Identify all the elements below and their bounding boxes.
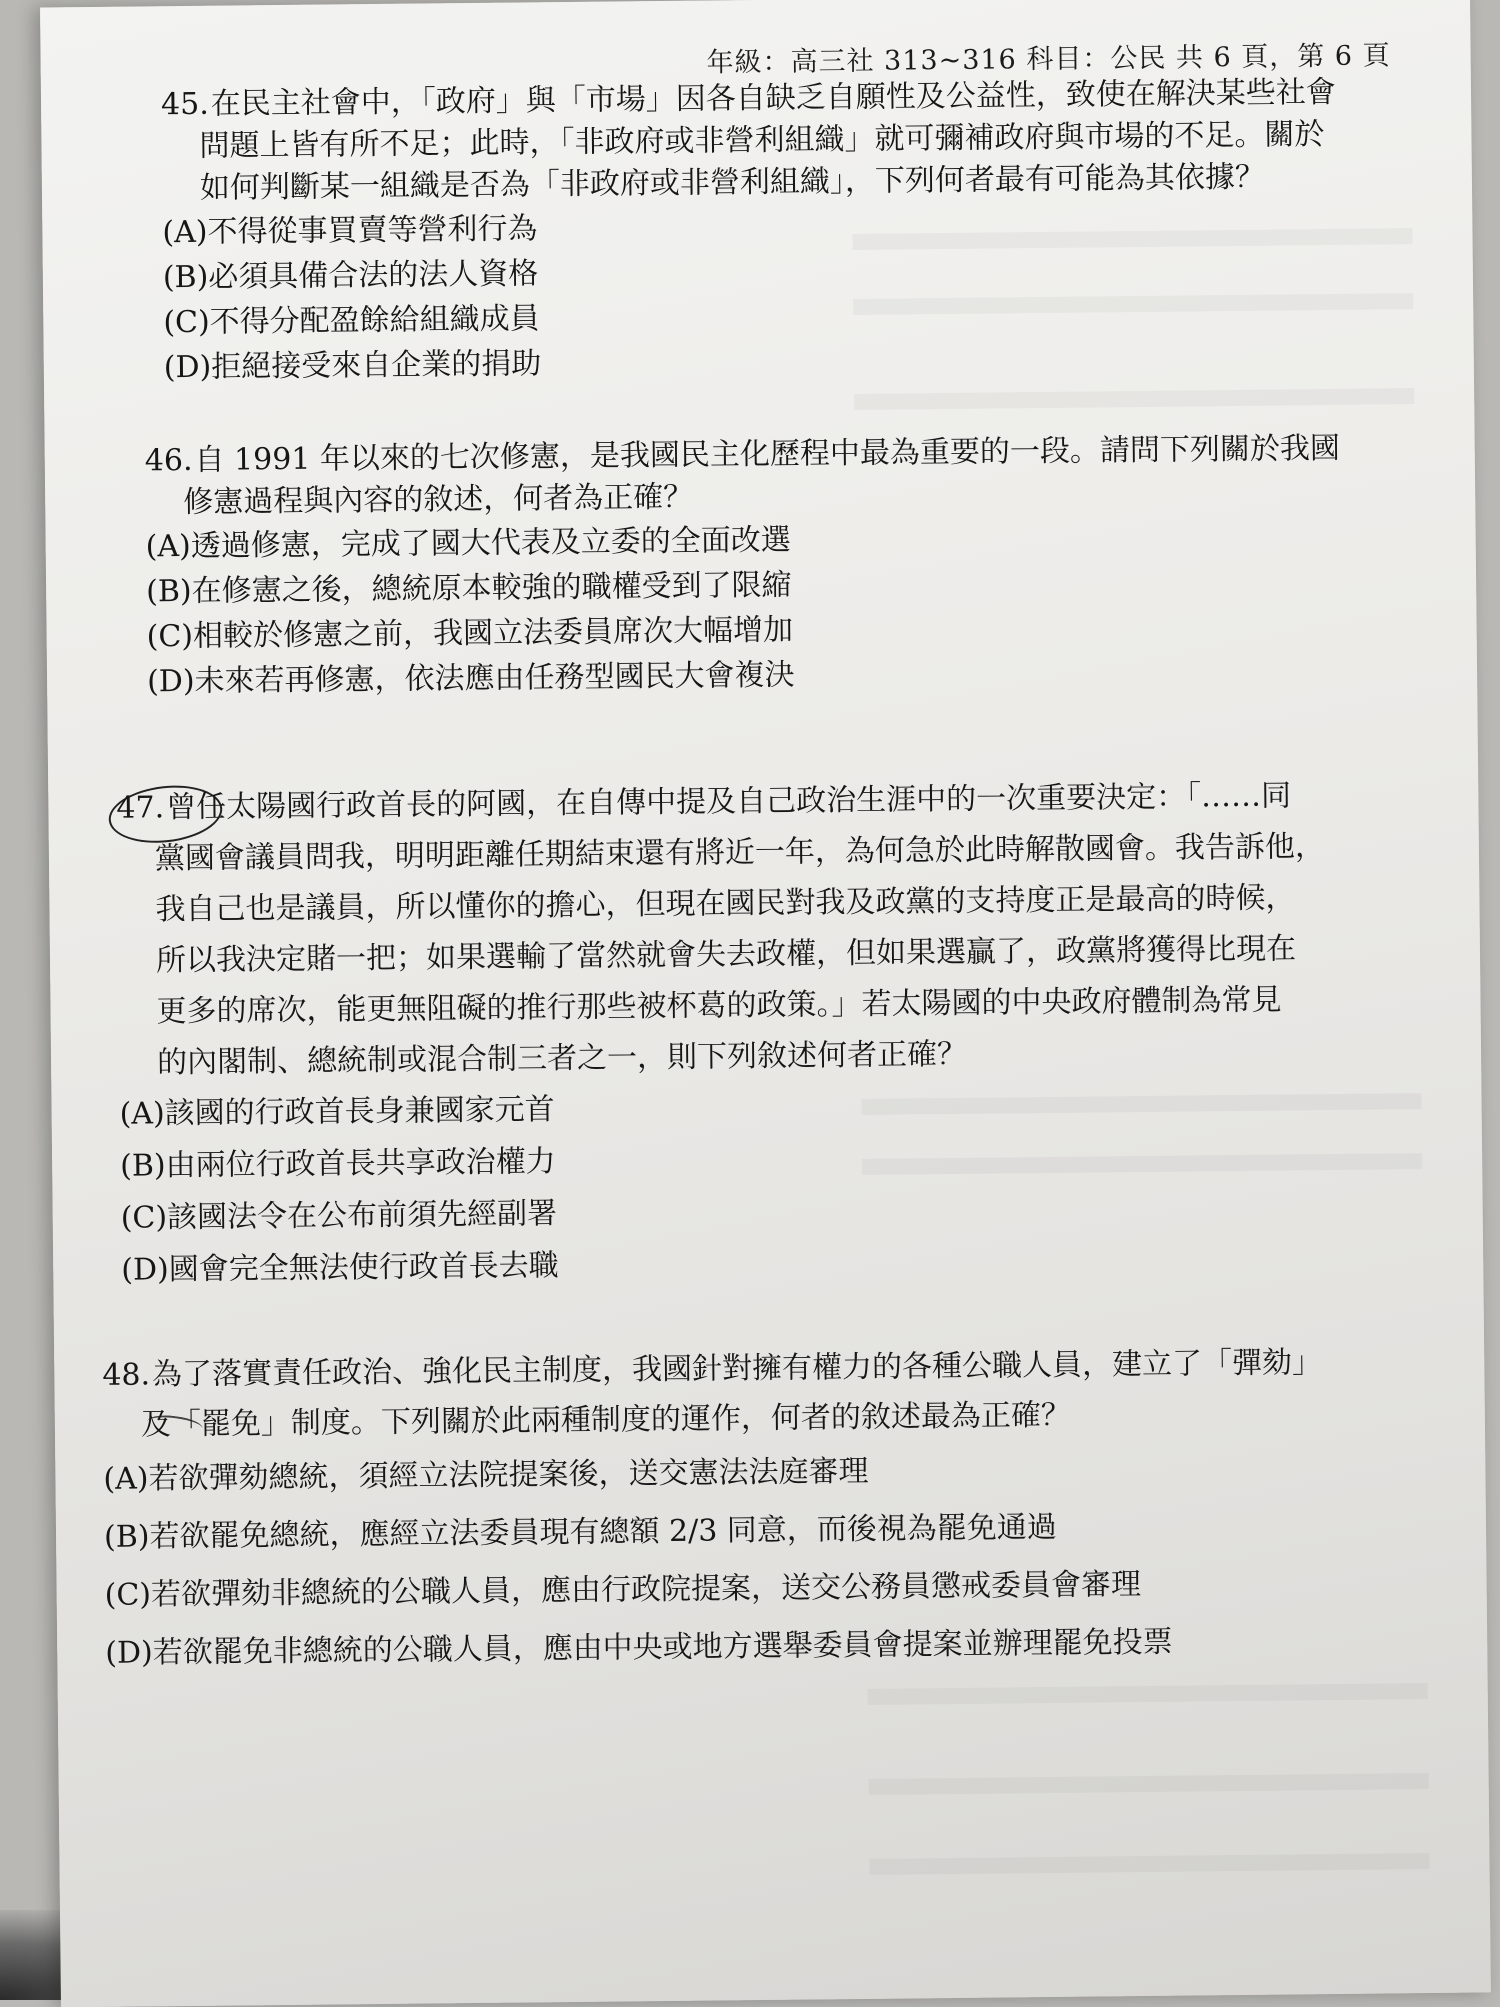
option-d: (D)國會完全無法使行政首長去職 — [121, 1248, 559, 1288]
stem-line: 自 1991 年以來的七次修憲，是我國民主化歷程中最為重要的一段。請問下列關於我國 — [194, 430, 1341, 478]
option-d: (D)未來若再修憲，依法應由任務型國民大會複決 — [146, 657, 795, 700]
option-d: (D)拒絕接受來自企業的捐助 — [163, 346, 542, 386]
bleed-through — [854, 388, 1414, 410]
question-stem — [145, 427, 1456, 525]
stem-line: 曾任太陽國行政首長的阿國，在自傳中提及自己政治生涯中的一次重要決定：「……同 — [165, 778, 1292, 826]
question-46 — [145, 427, 1458, 705]
option-a: (A)若欲彈劾總統，須經立法院提案後，送交憲法法庭審理 — [103, 1453, 869, 1497]
option-c: (C)不得分配盈餘給組織成員 — [163, 301, 540, 341]
question-45 — [161, 71, 1454, 390]
option-a: (A)該國的行政首長身兼國家元首 — [119, 1092, 555, 1132]
stem-line: 我自己也是議員，所以懂你的擔心，但現在國民對我及政黨的支持度正是最高的時候， — [155, 880, 1296, 928]
stem-line: 修憲過程與內容的敘述，何者為正確？ — [183, 479, 694, 521]
question-number: 48. — [102, 1357, 151, 1393]
option-c: (C)相較於修憲之前，我國立法委員席次大幅增加 — [146, 612, 794, 655]
stem-line: 更多的席次，能更無阻礙的推行那些被杯葛的政策。」若太陽國的中央政府體制為常見 — [156, 982, 1282, 1030]
option-b: (B)由兩位行政首長共享政治權力 — [119, 1144, 556, 1184]
stem-line: 及「罷免」制度。下列關於此兩種制度的運作，何者的敘述最為正確？ — [140, 1397, 1072, 1443]
option-a: (A)不得從事買賣等營利行為 — [162, 211, 538, 251]
bleed-through — [868, 1683, 1428, 1705]
question-stem — [102, 1336, 1483, 1450]
bleed-through — [869, 1773, 1429, 1795]
question-number: 46. — [144, 442, 193, 479]
page-header: 年級：高三社 313~316 科目：公民 共 6 頁，第 6 頁 — [706, 40, 1391, 79]
question-stem — [116, 768, 1479, 1088]
exam-page — [40, 0, 1491, 2007]
question-48 — [102, 1336, 1485, 1682]
option-b: (B)若欲罷免總統，應經立法委員現有總額 2/3 同意，而後視為罷免通過 — [103, 1509, 1058, 1555]
question-number: 47. — [116, 790, 165, 826]
option-b: (B)在修憲之後，總統原本較強的職權受到了限縮 — [145, 567, 792, 610]
stem-line: 為了落實責任政治、強化民主制度，我國針對擁有權力的各種公職人員，建立了「彈劾」 — [151, 1345, 1323, 1393]
stem-line: 的內閣制、總統制或混合制三者之一，則下列敘述何者正確？ — [156, 1036, 968, 1081]
option-b: (B)必須具備合法的法人資格 — [162, 256, 539, 296]
option-c: (C)該國法令在公布前須先經副署 — [120, 1196, 558, 1236]
option-c: (C)若欲彈劾非總統的公職人員，應由行政院提案，送交公務員懲戒委員會審理 — [104, 1567, 1142, 1613]
stem-line: 黨國會議員問我，明明距離任期結束還有將近一年，為何急於此時解散國會。我告訴他， — [154, 829, 1326, 877]
question-stem — [161, 71, 1452, 211]
question-number: 45. — [160, 86, 209, 123]
bleed-through — [869, 1853, 1429, 1875]
stem-line: 如何判斷某一組織是否為「非政府或非營利組織」，下列何者最有可能為其依據？ — [199, 159, 1266, 206]
question-47 — [116, 768, 1481, 1296]
option-a: (A)透過修憲，完成了國大代表及立委的全面改選 — [145, 522, 791, 565]
option-d: (D)若欲罷免非總統的公職人員，應由中央或地方選舉委員會提案並辦理罷免投票 — [105, 1624, 1173, 1671]
stem-line: 問題上皆有所不足；此時，「非政府或非營利組織」就可彌補政府與市場的不足。關於 — [199, 117, 1325, 164]
stem-line: 在民主社會中，「政府」與「市場」因各自缺乏自願性及公益性，致使在解決某些社會 — [210, 74, 1336, 122]
stem-line: 所以我決定賭一把；如果選輸了當然就會失去政權，但如果選贏了，政黨將獲得比現在 — [155, 931, 1297, 979]
